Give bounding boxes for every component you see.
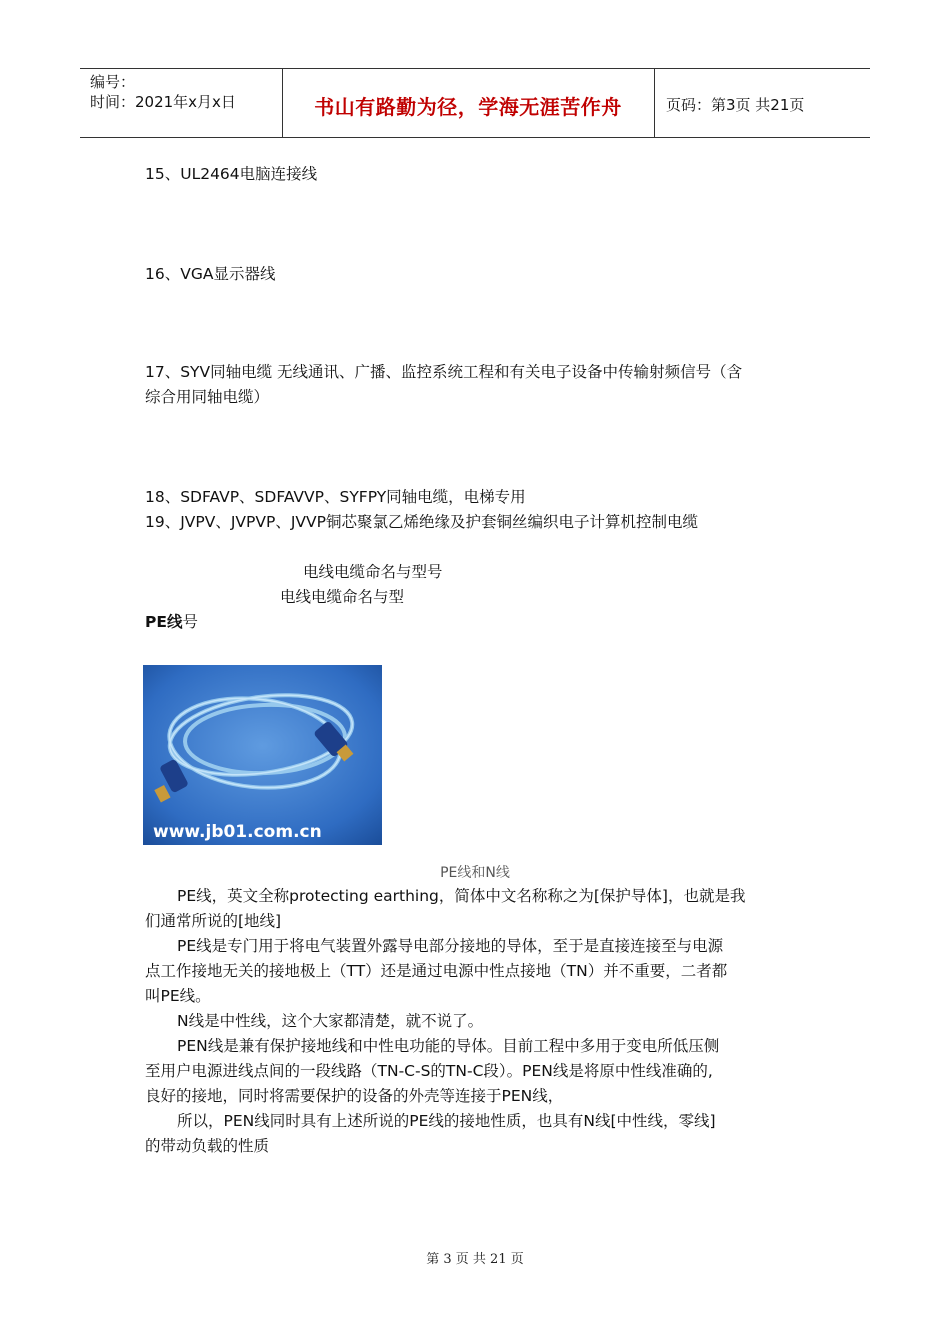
pe-heading-suffix: 号 <box>182 613 198 631</box>
para-2-line-2: 点工作接地无关的接地极上（TT）还是通过电源中性点接地（TN）并不重要，二者都 <box>145 962 728 980</box>
pe-heading <box>145 610 198 632</box>
para-2-line-3: 叫PE线。 <box>145 987 211 1005</box>
para-4-line-2: 至用户电源进线点间的一段线路（TN-C-S的TN-C段）。PEN线是将原中性线准确的, <box>145 1062 713 1080</box>
pe-heading-bold: PE线 <box>145 613 183 631</box>
item-16: 16、VGA显示器线 <box>145 265 276 283</box>
usb-cable-photo <box>143 665 382 845</box>
header-meta-cell <box>80 69 283 137</box>
header-page-cell <box>654 69 870 137</box>
header-motto-cell <box>282 69 655 137</box>
para-4-line-3: 良好的接地，同时将需要保护的设备的外壳等连接于PEN线， <box>145 1087 564 1105</box>
image-caption: PE线和N线 <box>440 865 510 881</box>
para-5-line-2: 的带动负载的性质 <box>145 1137 270 1155</box>
usb-cable-illustration <box>143 665 382 845</box>
para-4-line-1: PEN线是兼有保护接地线和中性电功能的导体。目前工程中多用于变电所低压侧 <box>177 1037 720 1055</box>
time-label: 时间：2021年x月x日 <box>90 93 236 111</box>
item-18: 18、SDFAVP、SDFAVVP、SYFPY同轴电缆，电梯专用 <box>145 488 526 506</box>
body-text <box>145 884 810 1159</box>
item-15: 15、UL2464电脑连接线 <box>145 165 318 183</box>
number-label: 编号： <box>90 73 136 91</box>
naming-heading-repeat: 电线电缆命名与型 <box>280 588 405 606</box>
naming-heading: 电线电缆命名与型号 <box>303 563 443 581</box>
motto: 书山有路勤为径，学海无涯苦作舟 <box>314 95 622 119</box>
para-5-line-1: 所以，PEN线同时具有上述所说的PE线的接地性质，也具有N线[中性线，零线] <box>177 1112 716 1130</box>
para-1-line-1: PE线，英文全称protecting earthing，简体中文名称称之为[保护导体]，也就是我 <box>177 887 746 905</box>
para-1-line-2: 们通常所说的[地线] <box>145 912 282 930</box>
page-info: 页码：第3页 共21页 <box>666 96 805 114</box>
page-header <box>80 68 870 138</box>
page-footer: 第 3 页 共 21 页 <box>426 1252 524 1267</box>
photo-watermark: www.jb01.com.cn <box>153 822 322 842</box>
item-19: 19、JVPV、JVPVP、JVVP铜芯聚氯乙烯绝缘及护套铜丝编织电子计算机控制电缆 <box>145 513 698 531</box>
para-2-line-1: PE线是专门用于将电气装置外露导电部分接地的导体，至于是直接连接至与电源 <box>177 937 724 955</box>
item-17-line1: 17、SYV同轴电缆 无线通讯、广播、监控系统工程和有关电子设备中传输射频信号（含 <box>145 363 743 381</box>
item-17-line2: 综合用同轴电缆） <box>145 388 270 406</box>
para-3-line-1: N线是中性线，这个大家都清楚，就不说了。 <box>177 1012 484 1030</box>
